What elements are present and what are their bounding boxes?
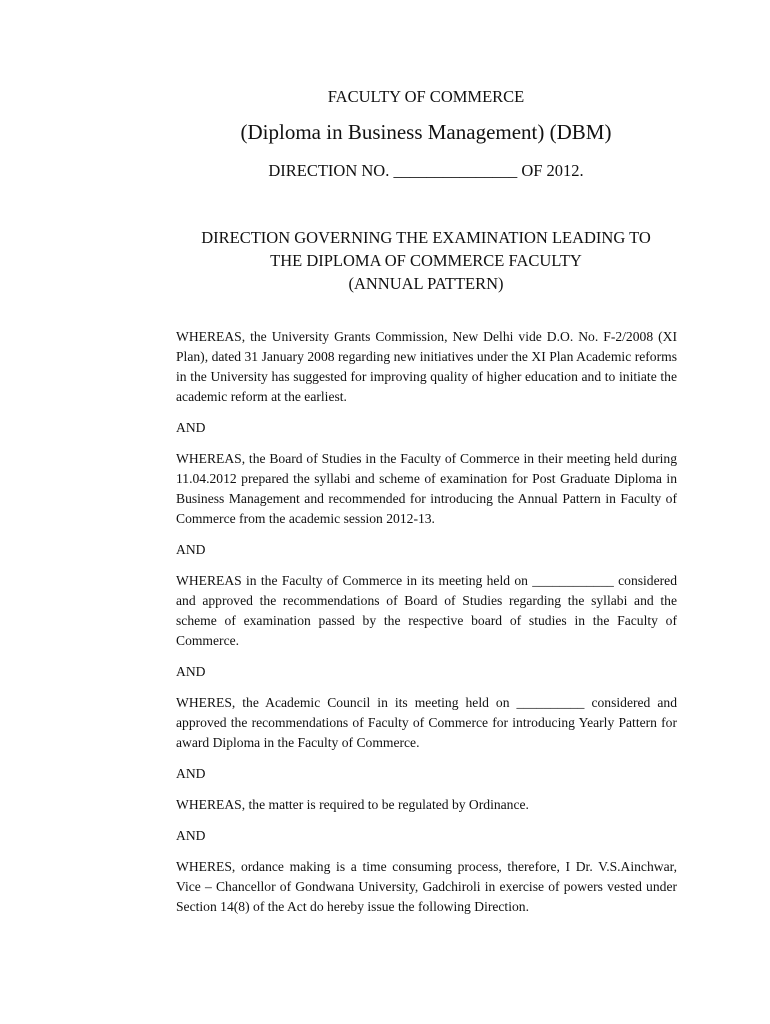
heading-line-3: (ANNUAL PATTERN) bbox=[348, 274, 504, 293]
paragraph-whereas-board-of-studies: WHEREAS, the Board of Studies in the Faculty of Commerce in their meeting held during 11.04.2012 prepared the syllabi and scheme of examination for Post Graduate Diploma in Business Management and recommended for introducing the Annual Pattern in Faculty of Commerce from the academic session 2012-13. bbox=[176, 451, 677, 526]
paragraph-whereas-vice-chancellor: WHERES, ordance making is a time consuming process, therefore, I Dr. V.S.Ainchwar, Vice – Chancellor of Gondwana University, Gadchiroli in exercise of powers vested under Section 14(8) of the Act do hereby issue the following Direction. bbox=[176, 859, 677, 914]
paragraph-whereas-ordinance: WHEREAS, the matter is required to be regulated by Ordinance. bbox=[176, 797, 529, 812]
heading-line-1: DIRECTION GOVERNING THE EXAMINATION LEADING TO bbox=[201, 228, 651, 247]
paragraph-whereas-ugc: WHEREAS, the University Grants Commission, New Delhi vide D.O. No. F-2/2008 (XI Plan), dated 31 January 2008 regarding new initiatives under the XI Plan Academic reforms in the University has suggested for improving quality of higher education and to initiate the academic reform at the earliest. bbox=[176, 329, 677, 404]
and-separator: AND bbox=[176, 828, 206, 843]
paragraph-whereas-academic-council: WHERES, the Academic Council in its meeting held on __________ considered and approved the recommendations of Faculty of Commerce for introducing Yearly Pattern for award Diploma in the Faculty of Commerce. bbox=[176, 695, 677, 750]
and-separator: AND bbox=[176, 420, 206, 435]
and-separator: AND bbox=[176, 766, 206, 781]
and-separator: AND bbox=[176, 664, 206, 679]
direction-heading bbox=[0, 226, 770, 295]
course-title: (Diploma in Business Management) (DBM) bbox=[240, 120, 612, 144]
heading-line-2: THE DIPLOMA OF COMMERCE FACULTY bbox=[270, 251, 582, 270]
and-separator: AND bbox=[176, 542, 206, 557]
paragraph-whereas-faculty: WHEREAS in the Faculty of Commerce in its meeting held on ____________ considered and approved the recommendations of Board of Studies regarding the syllabi and the scheme of examination passed by the respective board of studies in the Faculty of Commerce. bbox=[176, 573, 677, 648]
faculty-title: FACULTY OF COMMERCE bbox=[327, 87, 525, 106]
direction-number: DIRECTION NO. _______________ OF 2012. bbox=[268, 161, 584, 180]
document-body bbox=[176, 327, 677, 917]
